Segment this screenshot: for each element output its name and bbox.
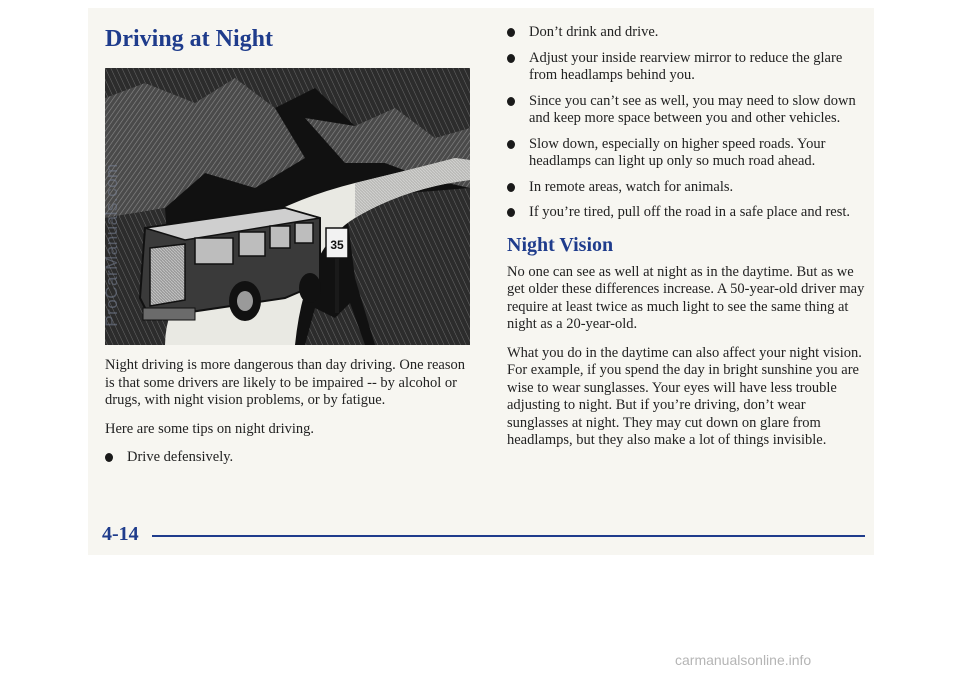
side-watermark: ProCarManuals.com (102, 163, 121, 327)
section-heading: Driving at Night (105, 26, 273, 52)
list-item: Adjust your inside rearview mirror to reduce the glare from headlamps behind you. (507, 50, 869, 85)
bullet-icon (507, 54, 515, 63)
night-driving-illustration (105, 68, 470, 345)
list-item: If you’re tired, pull off the road in a safe place and rest. (507, 204, 869, 222)
subsection-heading: Night Vision (507, 233, 614, 256)
list-item: Since you can’t see as well, you may need to slow down and keep more space between you and other vehicles. (507, 93, 869, 128)
list-item: Slow down, especially on higher speed roads. Your headlamps can light up only so much road ahead. (507, 136, 869, 171)
intro-paragraph: Night driving is more dangerous than day driving. One reason is that some drivers are likely to be impaired -- by alcohol or drugs, with night vision problems, or by fatigue. (105, 357, 466, 408)
list-item: In remote areas, watch for animals. (507, 179, 869, 197)
night-road-van-illustration-icon (105, 68, 470, 345)
speed-sign-label: 35 (330, 238, 344, 252)
bullet-icon (507, 208, 515, 217)
left-bullet-list (105, 449, 475, 467)
bullet-icon (507, 183, 515, 192)
left-column (105, 24, 475, 477)
footer-rule (152, 535, 865, 537)
bottom-watermark: carmanualsonline.info (675, 652, 812, 668)
night-vision-paragraph: No one can see as well at night as in the daytime. But as we get older these differences increase. A 50-year-old driver may require at least twice as much light to see the same thing at night as a 20-year-old. (507, 263, 865, 332)
list-item: Don’t drink and drive. (507, 24, 869, 42)
bullet-icon (507, 97, 515, 106)
bullet-icon (105, 453, 113, 462)
right-column (507, 24, 869, 461)
daytime-paragraph: What you do in the daytime can also affect your night vision. For example, if you spend the day in bright sunshine you are wise to wear sunglasses. Your eyes will have less trouble adjusting to night. But if you’re driving, don’t wear sunglasses at night. They may cut down on glare from headlamps, but they also make a lot of things invisible. (507, 344, 862, 448)
page-footer (102, 520, 867, 550)
page-number: 4-14 (102, 523, 139, 545)
list-item: Drive defensively. (105, 449, 475, 467)
bullet-icon (507, 140, 515, 149)
bullet-icon (507, 28, 515, 37)
right-bullet-list (507, 24, 869, 222)
tips-intro-paragraph: Here are some tips on night driving. (105, 420, 314, 437)
